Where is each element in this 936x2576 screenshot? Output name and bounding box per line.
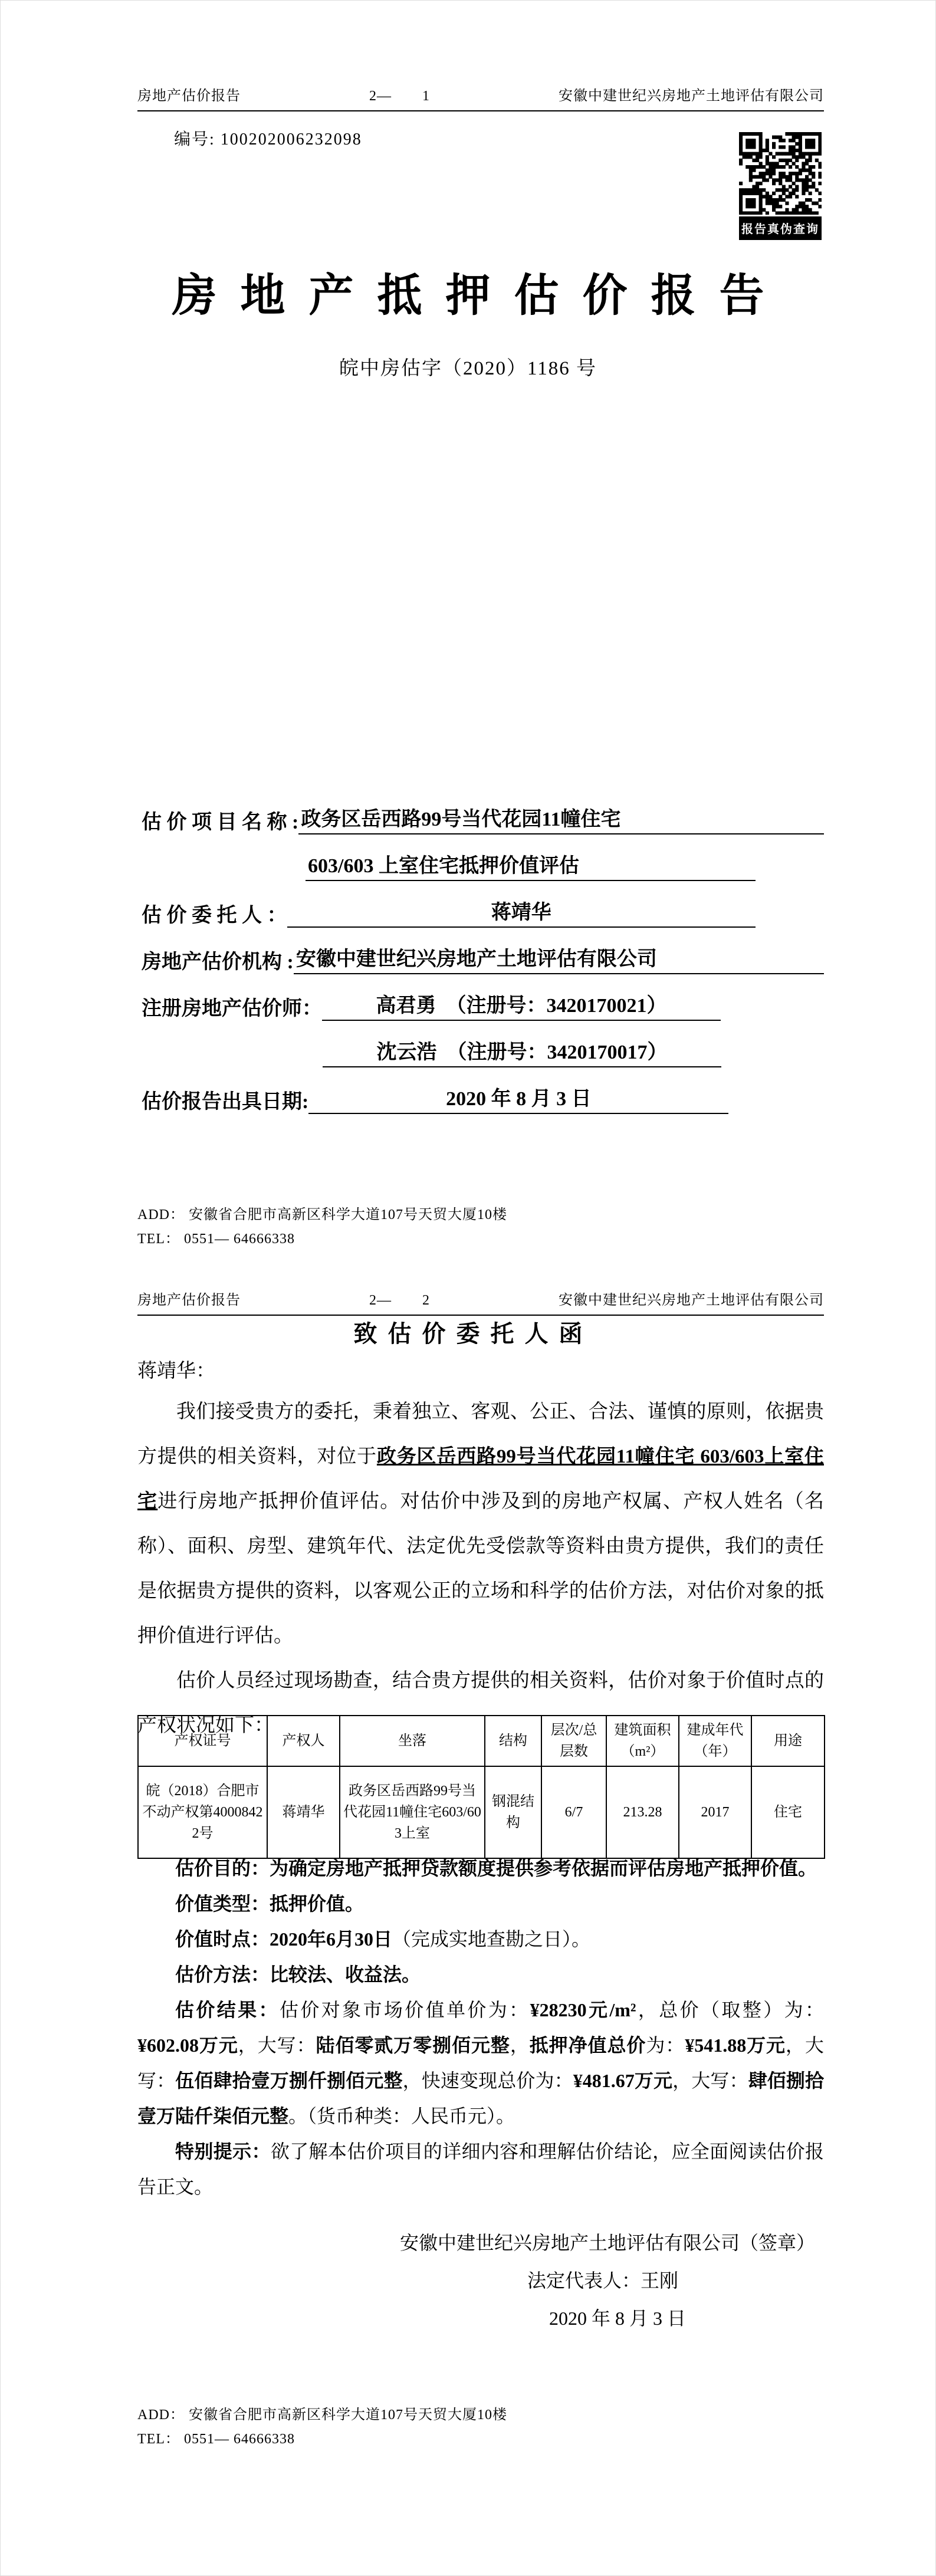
item-notice [137,2134,824,2204]
letter-paragraph-2: 估价人员经过现场勘查，结合贵方提供的相关资料，估价对象于价值时点的产权状况如下： [137,1670,824,1736]
appraiser-value-2: 沈云浩 （注册号：3420170017） [323,1036,721,1067]
signature-representative: 法定代表人：王刚 [527,2270,678,2291]
item-result [137,1992,824,2134]
header-page-indicator [369,1293,430,1309]
item-purpose-text: 为确定房地产抵押贷款额度提供参考依据而评估房地产抵押价值。 [270,1858,817,1879]
letter-body [137,1389,824,1748]
issue-date-value: 2020 年 8 月 3 日 [308,1082,728,1114]
client-row [142,881,824,928]
col-floor: 层次/总层数 [541,1716,606,1766]
letter-paragraph-1: 我们接受贵方的委托，秉着独立、客观、公正、合法、谨慎的原则，依据贵方提供的相关资料，对位于政务区岳西路99号当代花园11幢住宅 603/603上室住宅进行房地产抵押价值评估。对估价中涉及到的房地产权属、产权人姓名（名称）、面积、房型、建筑年代、法定优先受偿款等资料由贵方提供，我们的责任是依据贵方提供的资料，以客观公正的立场和科学的估价方法，对估价对象的抵押价值进行评估。 [137,1401,825,1647]
appraiser-label: 注册房地产估价师： [142,998,322,1020]
page1-footer [137,1203,507,1251]
table-header-row [138,1716,825,1766]
appraiser-value-1: 高君勇 （注册号：3420170021） [322,989,721,1021]
cell-owner: 蒋靖华 [267,1766,340,1858]
cell-location: 政务区岳西路99号当代花园11幢住宅603/603上室 [340,1766,485,1858]
cell-structure: 钢混结构 [485,1766,541,1858]
item-value-type-text: 抵押价值。 [270,1893,364,1914]
cell-floor: 6/7 [541,1766,606,1858]
header-page-number: 2 [422,1293,430,1308]
footer-tel: TEL： 0551— 64666338 [137,2432,295,2447]
col-use: 用途 [751,1716,825,1766]
qr-code-icon [739,132,822,215]
item-value-date-label: 价值时点： [175,1928,270,1950]
col-year-built: 建成年代（年） [679,1716,751,1766]
report-title: 房地产抵押估价报告 [172,271,788,321]
footer-address: ADD： 安徽省合肥市高新区科学大道107号天贸大厦10楼 [137,2407,507,2423]
client-label: 估 价 委 托 人 ： [142,905,287,926]
page2-footer [137,2403,507,2452]
appraiser-row-2 [142,1021,824,1067]
item-notice-label: 特别提示： [175,2141,271,2162]
item-purpose-label: 估价目的： [175,1858,270,1879]
letter-title: 致估价委托人函 [353,1320,593,1347]
item-method-label: 估价方法： [175,1964,270,1985]
item-value-type-label: 价值类型： [175,1893,270,1914]
header-total-pages: 2— [369,1293,392,1308]
cell-use: 住宅 [751,1766,825,1858]
footer-address: ADD： 安徽省合肥市高新区科学大道107号天贸大厦10楼 [137,1207,507,1223]
client-value: 蒋靖华 [287,896,756,928]
footer-tel: TEL： 0551— 64666338 [137,1231,295,1247]
header-doc-type: 房地产估价报告 [137,88,241,104]
issue-date-label: 估价报告出具日期: [142,1091,309,1113]
cell-certificate-no: 皖（2018）合肥市不动产权第40008422号 [138,1766,267,1858]
signature-date: 2020 年 8 月 3 日 [549,2308,686,2329]
col-owner: 产权人 [267,1716,340,1766]
page1-header [137,84,824,111]
col-structure: 结构 [485,1716,541,1766]
item-notice-text: 欲了解本估价项目的详细内容和理解估价结论，应全面阅读估价报告正文。 [137,2141,824,2197]
project-name-value-line1: 政务区岳西路99号当代花园11幢住宅 [298,803,824,834]
col-area: 建筑面积（m²） [606,1716,679,1766]
header-total-pages: 2— [369,88,392,104]
item-purpose [137,1851,824,1886]
item-method-text: 比较法、收益法。 [270,1964,421,1985]
col-location: 坐落 [340,1716,485,1766]
item-value-date-text: 2020年6月30日（完成实地查勘之日）。 [270,1928,591,1950]
appraisal-items [137,1851,824,2204]
header-company-name: 安徽中建世纪兴房地产土地评估有限公司 [559,88,824,104]
report-serial-number: 编号: 100202006232098 [174,130,362,149]
item-result-label: 估价结果： [175,1999,280,2020]
agency-value: 安徽中建世纪兴房地产土地评估有限公司 [294,942,824,974]
project-name-row [142,788,824,834]
issue-date-row [142,1067,824,1114]
project-name-value-line2: 603/603 上室住宅抵押价值评估 [306,849,756,881]
project-name-row-2 [142,834,824,881]
header-doc-type: 房地产估价报告 [137,1293,241,1308]
item-value-date [137,1921,824,1957]
agency-label: 房地产估价机构 : [142,951,294,973]
col-certificate-no: 产权证号 [138,1716,267,1766]
page2-header [137,1288,824,1316]
header-page-indicator [369,88,430,104]
agency-row [142,928,824,974]
report-doc-number: 皖中房估字（2020）1186 号 [339,358,597,379]
cell-year-built: 2017 [679,1766,751,1858]
item-value-type [137,1886,824,1921]
letter-salutation: 蒋靖华： [137,1361,215,1382]
signature-company: 安徽中建世纪兴房地产土地评估有限公司（签章） [399,2232,815,2253]
cell-area: 213.28 [606,1766,679,1858]
appraiser-row-1 [142,974,824,1021]
qr-verification-block [739,132,822,240]
header-company-name: 安徽中建世纪兴房地产土地评估有限公司 [559,1293,824,1308]
property-rights-table [137,1715,825,1859]
cover-form [142,788,824,1114]
item-result-text: 估价对象市场价值单价为：¥28230元/m²，总价（取整）为：¥602.08万元，大写：陆佰零贰万零捌佰元整，抵押净值总价为：¥541.88万元，大写：伍佰肆拾壹万捌仟捌佰元整，快速变现总价为：¥481.67万元，大写：肆佰捌拾壹万陆仟柒佰元整。（货币种类：人民币元）。 [137,1999,824,2127]
item-method [137,1957,824,1992]
qr-caption: 报告真伪查询 [739,216,822,240]
table-row [138,1766,825,1858]
header-page-number: 1 [422,88,430,104]
project-name-label: 估 价 项 目 名 称 : [142,811,299,833]
